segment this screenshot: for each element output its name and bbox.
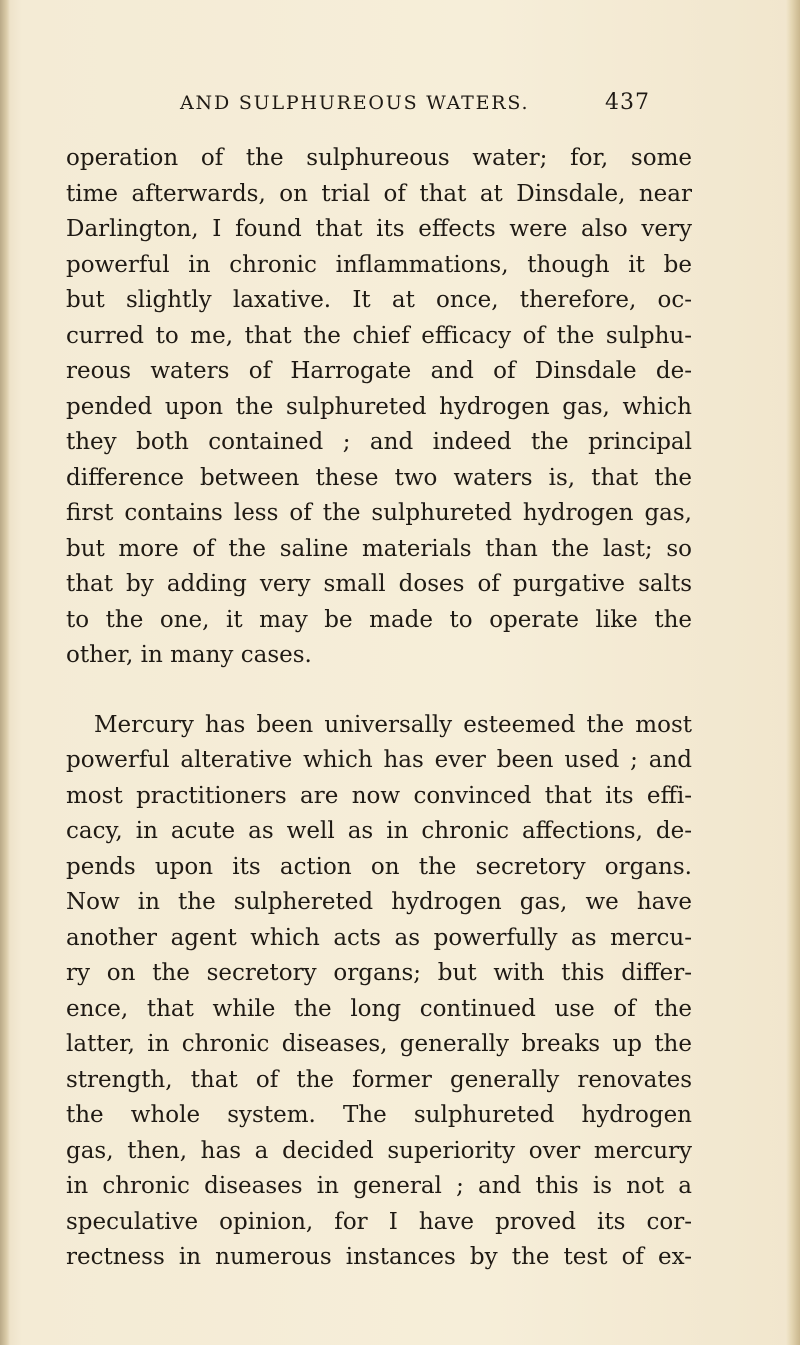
text-line: pended upon the sulphureted hydrogen gas, which xyxy=(66,393,692,420)
text-line: in chronic diseases in general ; and this is not a xyxy=(66,1173,692,1199)
running-title: AND SULPHUREOUS WATERS. xyxy=(180,92,530,114)
text-line: Darlington, I found that its effects were also very xyxy=(66,216,692,242)
page-left-edge xyxy=(0,0,10,1345)
text-line: cacy, in acute as well as in chronic affections, de- xyxy=(66,818,692,844)
text-line: the whole system. The sulphureted hydrogen xyxy=(66,1102,692,1128)
body-text xyxy=(66,141,692,1276)
text-line: difference between these two waters is, that the xyxy=(66,464,692,491)
text-line: powerful alterative which has ever been used ; and xyxy=(66,747,692,773)
text-line: other, in many cases. xyxy=(66,642,312,668)
text-line: rectness in numerous instances by the test of ex- xyxy=(66,1244,692,1270)
text-line: Now in the sulphereted hydrogen gas, we have xyxy=(66,889,692,915)
text-line: speculative opinion, for I have proved its cor- xyxy=(66,1208,692,1235)
text-line: but slightly laxative. It at once, therefore, oc- xyxy=(66,287,692,313)
text-line: ry on the secretory organs; but with this differ- xyxy=(66,960,692,986)
text-line: most practitioners are now convinced that its effi- xyxy=(66,782,692,809)
text-line: curred to me, that the chief efficacy of the sulphu- xyxy=(66,322,692,349)
page-number: 437 xyxy=(605,90,650,115)
paragraph xyxy=(66,708,692,1276)
text-line: powerful in chronic inflammations, though it be xyxy=(66,251,692,278)
text-line: pends upon its action on the secretory organs. xyxy=(66,853,692,880)
text-line: gas, then, has a decided superiority over mercury xyxy=(66,1137,692,1164)
paragraph xyxy=(66,141,692,674)
text-line: strength, that of the former generally renovates xyxy=(66,1066,692,1093)
paragraph-gap xyxy=(66,674,692,708)
running-head xyxy=(180,92,650,122)
text-line: first contains less of the sulphureted hydrogen gas, xyxy=(66,500,692,526)
text-line: that by adding very small doses of purgative salts xyxy=(66,571,692,597)
text-line: operation of the sulphureous water; for, some xyxy=(66,145,692,171)
page-right-edge xyxy=(786,0,800,1345)
text-line: ence, that while the long continued use of the xyxy=(66,995,692,1022)
text-line: time afterwards, on trial of that at Dinsdale, near xyxy=(66,180,692,207)
text-line: but more of the saline materials than the last; so xyxy=(66,535,692,562)
text-line: latter, in chronic diseases, generally breaks up the xyxy=(66,1031,692,1057)
text-line: they both contained ; and indeed the principal xyxy=(66,429,692,455)
text-line: reous waters of Harrogate and of Dinsdale de- xyxy=(66,358,692,384)
text-line: another agent which acts as powerfully as mercu- xyxy=(66,924,692,951)
text-line: Mercury has been universally esteemed the most xyxy=(94,711,692,738)
text-line: to the one, it may be made to operate like the xyxy=(66,606,692,633)
